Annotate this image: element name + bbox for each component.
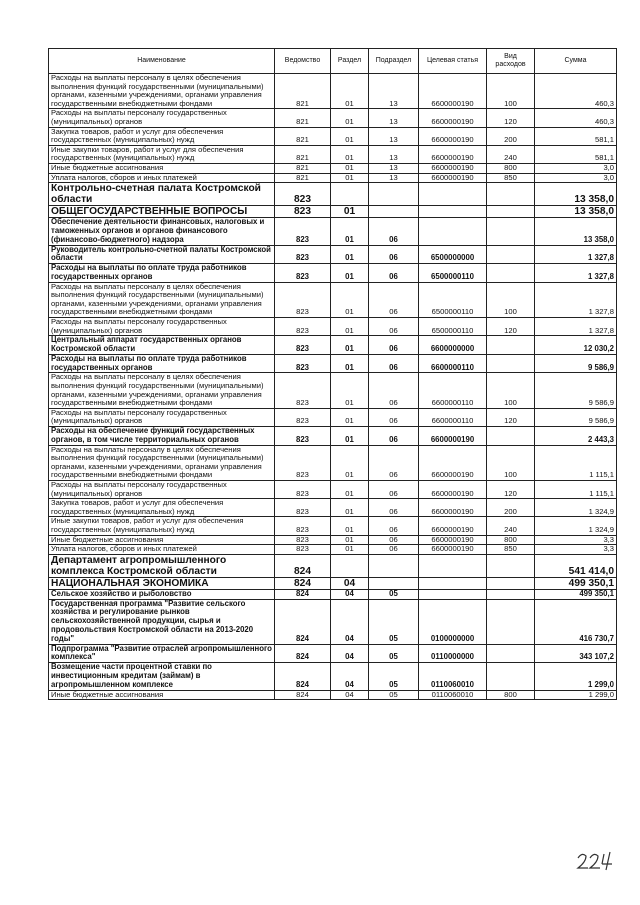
- header-vr: Вид расходов: [487, 49, 535, 74]
- cell-razdel: 01: [331, 282, 369, 317]
- cell-sum: 3,3: [535, 545, 617, 555]
- cell-podrazdel: [369, 554, 419, 577]
- cell-cs: 6600000190: [419, 127, 487, 145]
- table-row: [49, 74, 617, 109]
- cell-razdel: 01: [331, 318, 369, 336]
- cell-razdel: 01: [331, 545, 369, 555]
- cell-cs: [419, 554, 487, 577]
- cell-podrazdel: 06: [369, 517, 419, 535]
- cell-razdel: [331, 554, 369, 577]
- cell-podrazdel: 05: [369, 690, 419, 700]
- cell-ved: 821: [275, 163, 331, 173]
- cell-ved: 823: [275, 336, 331, 355]
- cell-vr: 200: [487, 127, 535, 145]
- cell-name: Расходы на выплаты персоналу в целях обеспечения выполнения функций государственными (муниципальными) органами, казенными учреждениями, органами управления государственными внебюджетными фондами: [49, 373, 275, 408]
- table-row: [49, 554, 617, 577]
- cell-razdel: 01: [331, 163, 369, 173]
- cell-vr: 200: [487, 499, 535, 517]
- table-row: [49, 282, 617, 317]
- cell-sum: 416 730,7: [535, 599, 617, 644]
- cell-razdel: 01: [331, 245, 369, 264]
- cell-sum: 1 115,1: [535, 445, 617, 480]
- cell-vr: [487, 644, 535, 663]
- cell-name: Закупка товаров, работ и услуг для обеспечения государственных (муниципальных) нужд: [49, 127, 275, 145]
- cell-name: Обеспечение деятельности финансовых, налоговых и таможенных органов и органов финансового (финансово-бюджетного) надзора: [49, 218, 275, 245]
- cell-name: Иные бюджетные ассигнования: [49, 535, 275, 545]
- table-row: [49, 663, 617, 690]
- cell-cs: 6600000190: [419, 480, 487, 498]
- cell-vr: [487, 599, 535, 644]
- cell-razdel: 01: [331, 427, 369, 446]
- cell-razdel: 01: [331, 173, 369, 183]
- table-row: [49, 445, 617, 480]
- cell-razdel: 01: [331, 218, 369, 245]
- table-row: [49, 690, 617, 700]
- table-row: [49, 480, 617, 498]
- cell-sum: 1 324,9: [535, 517, 617, 535]
- cell-razdel: 04: [331, 690, 369, 700]
- cell-name: Расходы на выплаты персоналу в целях обеспечения выполнения функций государственными (муниципальными) органами, казенными учреждениями, органами управления государственными внебюджетными фондами: [49, 74, 275, 109]
- cell-cs: 6600000190: [419, 427, 487, 446]
- cell-cs: 6600000190: [419, 535, 487, 545]
- cell-name: Расходы на выплаты персоналу государственных (муниципальных) органов: [49, 480, 275, 498]
- cell-vr: 100: [487, 282, 535, 317]
- table-row: [49, 173, 617, 183]
- cell-sum: 1 115,1: [535, 480, 617, 498]
- cell-podrazdel: 13: [369, 163, 419, 173]
- cell-sum: 1 324,9: [535, 499, 617, 517]
- cell-vr: 240: [487, 145, 535, 163]
- cell-vr: 120: [487, 408, 535, 426]
- table-row: [49, 517, 617, 535]
- table-row: [49, 499, 617, 517]
- table-row: [49, 644, 617, 663]
- cell-cs: [419, 577, 487, 589]
- cell-cs: 6500000110: [419, 318, 487, 336]
- cell-razdel: 01: [331, 206, 369, 218]
- cell-razdel: 01: [331, 499, 369, 517]
- cell-ved: 824: [275, 577, 331, 589]
- cell-ved: 821: [275, 145, 331, 163]
- table-row: [49, 264, 617, 283]
- table-row: [49, 599, 617, 644]
- cell-ved: 823: [275, 218, 331, 245]
- cell-cs: 6600000190: [419, 74, 487, 109]
- cell-podrazdel: 06: [369, 282, 419, 317]
- cell-vr: [487, 354, 535, 373]
- cell-cs: 6600000110: [419, 354, 487, 373]
- cell-cs: 6600000190: [419, 445, 487, 480]
- table-header-row: [49, 49, 617, 74]
- cell-cs: 6600000190: [419, 109, 487, 127]
- cell-ved: 823: [275, 445, 331, 480]
- cell-podrazdel: 06: [369, 535, 419, 545]
- cell-razdel: 01: [331, 127, 369, 145]
- cell-sum: 3,3: [535, 535, 617, 545]
- cell-podrazdel: 13: [369, 145, 419, 163]
- cell-podrazdel: 06: [369, 373, 419, 408]
- cell-vr: 240: [487, 517, 535, 535]
- cell-sum: 1 299,0: [535, 690, 617, 700]
- table-row: [49, 577, 617, 589]
- cell-ved: 823: [275, 282, 331, 317]
- cell-cs: 6600000190: [419, 163, 487, 173]
- cell-cs: [419, 218, 487, 245]
- cell-ved: 823: [275, 499, 331, 517]
- cell-vr: [487, 206, 535, 218]
- cell-name: Контрольно-счетная палата Костромской области: [49, 183, 275, 206]
- cell-name: ОБЩЕГОСУДАРСТВЕННЫЕ ВОПРОСЫ: [49, 206, 275, 218]
- cell-vr: [487, 554, 535, 577]
- cell-name: Центральный аппарат государственных органов Костромской области: [49, 336, 275, 355]
- cell-ved: 823: [275, 373, 331, 408]
- cell-cs: 6600000190: [419, 145, 487, 163]
- cell-sum: 499 350,1: [535, 577, 617, 589]
- cell-cs: [419, 589, 487, 599]
- cell-name: Иные бюджетные ассигнования: [49, 163, 275, 173]
- table-row: [49, 354, 617, 373]
- cell-vr: 120: [487, 109, 535, 127]
- cell-razdel: 01: [331, 145, 369, 163]
- cell-cs: 0110000000: [419, 644, 487, 663]
- cell-sum: 3,0: [535, 173, 617, 183]
- cell-vr: [487, 589, 535, 599]
- cell-podrazdel: 06: [369, 245, 419, 264]
- cell-ved: 821: [275, 74, 331, 109]
- cell-ved: 823: [275, 245, 331, 264]
- cell-podrazdel: 13: [369, 173, 419, 183]
- cell-ved: 821: [275, 127, 331, 145]
- cell-vr: 850: [487, 173, 535, 183]
- cell-sum: 9 586,9: [535, 354, 617, 373]
- cell-sum: 13 358,0: [535, 218, 617, 245]
- header-ved: Ведомство: [275, 49, 331, 74]
- cell-name: Расходы на выплаты персоналу в целях обеспечения выполнения функций государственными (муниципальными) органами, казенными учреждениями, органами управления государственными внебюджетными фондами: [49, 282, 275, 317]
- table-row: [49, 127, 617, 145]
- cell-podrazdel: 05: [369, 599, 419, 644]
- cell-razdel: 01: [331, 517, 369, 535]
- table-row: [49, 218, 617, 245]
- cell-razdel: 01: [331, 480, 369, 498]
- cell-sum: 1 327,8: [535, 264, 617, 283]
- cell-ved: 824: [275, 690, 331, 700]
- cell-ved: 823: [275, 318, 331, 336]
- table-row: [49, 145, 617, 163]
- cell-vr: [487, 245, 535, 264]
- cell-vr: [487, 427, 535, 446]
- cell-vr: 100: [487, 373, 535, 408]
- cell-ved: 823: [275, 545, 331, 555]
- header-podrazdel: Подраздел: [369, 49, 419, 74]
- table-row: [49, 427, 617, 446]
- cell-podrazdel: 05: [369, 589, 419, 599]
- cell-name: Расходы на выплаты персоналу в целях обеспечения выполнения функций государственными (муниципальными) органами, казенными учреждениями, органами управления государственными внебюджетными фондами: [49, 445, 275, 480]
- cell-sum: 1 299,0: [535, 663, 617, 690]
- cell-cs: 0110060010: [419, 663, 487, 690]
- cell-name: Руководитель контрольно-счетной палаты Костромской области: [49, 245, 275, 264]
- cell-ved: 823: [275, 354, 331, 373]
- cell-ved: 823: [275, 480, 331, 498]
- cell-cs: [419, 206, 487, 218]
- cell-razdel: 01: [331, 373, 369, 408]
- table-row: [49, 318, 617, 336]
- cell-name: Расходы на выплаты персоналу государственных (муниципальных) органов: [49, 318, 275, 336]
- cell-name: Расходы на выплаты по оплате труда работников государственных органов: [49, 264, 275, 283]
- cell-podrazdel: 06: [369, 264, 419, 283]
- cell-razdel: 04: [331, 644, 369, 663]
- cell-vr: 100: [487, 74, 535, 109]
- cell-name: Иные закупки товаров, работ и услуг для обеспечения государственных (муниципальных) нужд: [49, 517, 275, 535]
- header-name: Наименование: [49, 49, 275, 74]
- cell-sum: 9 586,9: [535, 373, 617, 408]
- cell-podrazdel: 06: [369, 480, 419, 498]
- cell-razdel: 04: [331, 589, 369, 599]
- cell-razdel: [331, 183, 369, 206]
- cell-vr: [487, 218, 535, 245]
- header-sum: Сумма: [535, 49, 617, 74]
- table-row: [49, 545, 617, 555]
- cell-vr: [487, 183, 535, 206]
- cell-cs: 6600000190: [419, 545, 487, 555]
- table-row: [49, 245, 617, 264]
- cell-podrazdel: 13: [369, 74, 419, 109]
- cell-razdel: 04: [331, 599, 369, 644]
- cell-vr: 120: [487, 480, 535, 498]
- cell-podrazdel: 06: [369, 545, 419, 555]
- cell-name: Расходы на выплаты по оплате труда работников государственных органов: [49, 354, 275, 373]
- cell-ved: 823: [275, 535, 331, 545]
- cell-sum: 3,0: [535, 163, 617, 173]
- cell-podrazdel: 05: [369, 644, 419, 663]
- cell-sum: 2 443,3: [535, 427, 617, 446]
- cell-name: Возмещение части процентной ставки по инвестиционным кредитам (займам) в агропромышленном комплексе: [49, 663, 275, 690]
- cell-razdel: 01: [331, 445, 369, 480]
- cell-razdel: 04: [331, 577, 369, 589]
- table-row: [49, 336, 617, 355]
- cell-razdel: 01: [331, 336, 369, 355]
- cell-sum: 581,1: [535, 145, 617, 163]
- table-row: [49, 163, 617, 173]
- cell-cs: 6600000190: [419, 517, 487, 535]
- cell-podrazdel: 06: [369, 336, 419, 355]
- header-cs: Целевая статья: [419, 49, 487, 74]
- cell-cs: 6600000190: [419, 499, 487, 517]
- cell-podrazdel: 13: [369, 109, 419, 127]
- cell-razdel: 01: [331, 264, 369, 283]
- cell-cs: 6500000000: [419, 245, 487, 264]
- cell-podrazdel: 06: [369, 445, 419, 480]
- cell-podrazdel: 06: [369, 499, 419, 517]
- cell-vr: 120: [487, 318, 535, 336]
- cell-podrazdel: [369, 183, 419, 206]
- cell-cs: 0110060010: [419, 690, 487, 700]
- table-row: [49, 373, 617, 408]
- cell-sum: 13 358,0: [535, 206, 617, 218]
- cell-razdel: 01: [331, 408, 369, 426]
- cell-name: Расходы на выплаты персоналу государственных (муниципальных) органов: [49, 109, 275, 127]
- cell-sum: 1 327,8: [535, 245, 617, 264]
- cell-razdel: 01: [331, 354, 369, 373]
- cell-vr: 850: [487, 545, 535, 555]
- cell-podrazdel: 06: [369, 218, 419, 245]
- cell-ved: 824: [275, 599, 331, 644]
- cell-vr: 100: [487, 445, 535, 480]
- cell-podrazdel: 05: [369, 663, 419, 690]
- cell-cs: 6600000110: [419, 408, 487, 426]
- cell-podrazdel: [369, 577, 419, 589]
- cell-cs: [419, 183, 487, 206]
- cell-vr: [487, 663, 535, 690]
- cell-sum: 343 107,2: [535, 644, 617, 663]
- header-razdel: Раздел: [331, 49, 369, 74]
- cell-ved: 823: [275, 264, 331, 283]
- cell-podrazdel: 06: [369, 408, 419, 426]
- cell-vr: [487, 577, 535, 589]
- cell-vr: [487, 264, 535, 283]
- cell-cs: 6600000190: [419, 173, 487, 183]
- table-body: [49, 74, 617, 700]
- cell-name: Уплата налогов, сборов и иных платежей: [49, 545, 275, 555]
- cell-razdel: 01: [331, 74, 369, 109]
- cell-vr: 800: [487, 535, 535, 545]
- table-row: [49, 408, 617, 426]
- cell-podrazdel: 06: [369, 318, 419, 336]
- cell-sum: 13 358,0: [535, 183, 617, 206]
- cell-podrazdel: 06: [369, 354, 419, 373]
- cell-ved: 824: [275, 554, 331, 577]
- cell-name: Закупка товаров, работ и услуг для обеспечения государственных (муниципальных) нужд: [49, 499, 275, 517]
- table-row: [49, 109, 617, 127]
- cell-sum: 581,1: [535, 127, 617, 145]
- budget-table: [48, 48, 617, 700]
- cell-name: Государственная программа "Развитие сельского хозяйства и регулирование рынков сельскохозяйственной продукции, сырья и продовольствия Костромской области на 2013-2020 годы": [49, 599, 275, 644]
- cell-sum: 1 327,8: [535, 282, 617, 317]
- cell-cs: 0100000000: [419, 599, 487, 644]
- table-row: [49, 183, 617, 206]
- cell-podrazdel: 06: [369, 427, 419, 446]
- cell-cs: 6600000110: [419, 373, 487, 408]
- table-row: [49, 206, 617, 218]
- cell-ved: 823: [275, 206, 331, 218]
- page-number-handwritten: [576, 850, 616, 872]
- cell-sum: 460,3: [535, 74, 617, 109]
- cell-ved: 821: [275, 109, 331, 127]
- cell-ved: 823: [275, 408, 331, 426]
- cell-ved: 823: [275, 183, 331, 206]
- cell-name: Уплата налогов, сборов и иных платежей: [49, 173, 275, 183]
- cell-ved: 821: [275, 173, 331, 183]
- budget-sheet: [48, 48, 616, 700]
- cell-podrazdel: [369, 206, 419, 218]
- cell-sum: 1 327,8: [535, 318, 617, 336]
- cell-podrazdel: 13: [369, 127, 419, 145]
- cell-sum: 12 030,2: [535, 336, 617, 355]
- cell-cs: 6500000110: [419, 264, 487, 283]
- table-row: [49, 589, 617, 599]
- cell-ved: 823: [275, 427, 331, 446]
- cell-ved: 824: [275, 644, 331, 663]
- cell-ved: 824: [275, 589, 331, 599]
- cell-vr: [487, 336, 535, 355]
- cell-cs: 6600000000: [419, 336, 487, 355]
- table-row: [49, 535, 617, 545]
- cell-ved: 824: [275, 663, 331, 690]
- cell-name: Расходы на обеспечение функций государственных органов, в том числе территориальных органов: [49, 427, 275, 446]
- cell-name: Подпрограмма "Развитие отраслей агропромышленного комплекса": [49, 644, 275, 663]
- cell-name: Департамент агропромышленного комплекса Костромской области: [49, 554, 275, 577]
- cell-name: Иные бюджетные ассигнования: [49, 690, 275, 700]
- cell-name: Иные закупки товаров, работ и услуг для обеспечения государственных (муниципальных) нужд: [49, 145, 275, 163]
- cell-sum: 541 414,0: [535, 554, 617, 577]
- cell-razdel: 01: [331, 109, 369, 127]
- cell-name: НАЦИОНАЛЬНАЯ ЭКОНОМИКА: [49, 577, 275, 589]
- cell-cs: 6500000110: [419, 282, 487, 317]
- cell-sum: 499 350,1: [535, 589, 617, 599]
- cell-razdel: 04: [331, 663, 369, 690]
- cell-sum: 460,3: [535, 109, 617, 127]
- cell-vr: 800: [487, 690, 535, 700]
- cell-ved: 823: [275, 517, 331, 535]
- cell-name: Сельское хозяйство и рыболовство: [49, 589, 275, 599]
- cell-sum: 9 586,9: [535, 408, 617, 426]
- cell-name: Расходы на выплаты персоналу государственных (муниципальных) органов: [49, 408, 275, 426]
- cell-razdel: 01: [331, 535, 369, 545]
- cell-vr: 800: [487, 163, 535, 173]
